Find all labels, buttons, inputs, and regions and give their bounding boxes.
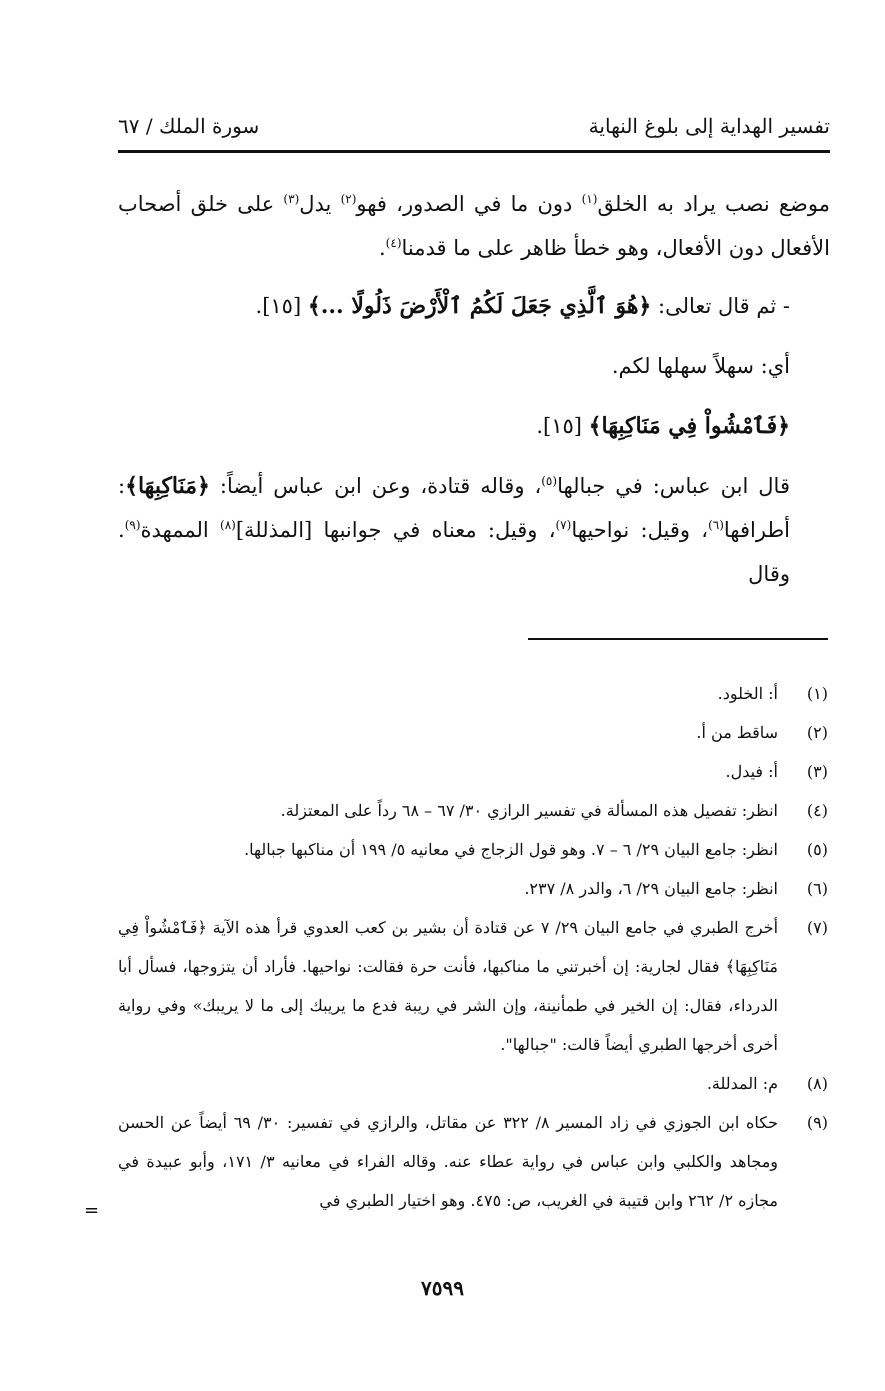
footnote-number: (٨): [806, 1074, 828, 1093]
footnote-text: م: المدللة.: [706, 1074, 778, 1093]
footnote-ref[interactable]: (٢): [340, 192, 357, 206]
text-run: ، وقيل: معناه في جوانبها [المذللة]: [235, 518, 556, 542]
footnote-ref[interactable]: (٧): [555, 518, 572, 532]
paragraph-3: أي: سهلاً سهلها لكم.: [611, 354, 790, 378]
continuation-mark: =: [84, 1200, 100, 1221]
footnote-ref[interactable]: (٦): [708, 518, 724, 532]
footnote-ref[interactable]: (١): [581, 192, 598, 206]
footnote-item: [118, 869, 830, 908]
footnote-number: (٥): [806, 840, 828, 859]
quran-verse: ﴿مَنَاكِبِهَا﴾: [125, 473, 210, 499]
text-run: دون ما في الصدور، فهو: [356, 192, 582, 216]
footnote-text: أخرج الطبري في جامع البيان ٢٩/ ٧ عن قتادة أن بشير بن كعب العدوي قرأ هذه الآية ﴿فَٱمْشُواْ فِي مَنَاكِبِهَا﴾ فقال لجارية: إن أخبرتني ما مناكبها، فأنت حرة فقالت: نواحيها. فأراد أن يتزوجها، فسأل أبا الدرداء، فقال: إن الخير في طمأنينة، وإن الشر في ريبة فدع ما يريبك إلى ما لا يريبك» وفي رواية أخرى أخرجها الطبري أيضاً قالت: "جبالها".: [118, 918, 779, 1054]
footnote-ref[interactable]: (٨): [220, 518, 236, 532]
footnote-text: انظر: جامع البيان ٢٩/ ٦، والدر ٨/ ٢٣٧.: [524, 879, 778, 898]
quran-verse: ﴿فَٱمْشُواْ فِي مَنَاكِبِهَا﴾: [588, 413, 790, 439]
footnotes: [118, 674, 830, 1220]
footnote-text: ساقط من أ.: [696, 723, 778, 742]
footnote-ref[interactable]: (٤): [385, 236, 402, 250]
paragraph-1: [118, 182, 830, 270]
footnote-item: [118, 1103, 830, 1220]
footnote-number: (٤): [806, 801, 828, 820]
header-divider: [118, 150, 830, 153]
surah-title: سورة الملك / ٦٧: [118, 114, 260, 138]
verse-reference: [١٥].: [255, 294, 308, 318]
footnote-item: [118, 713, 830, 752]
footnote-item: [118, 1064, 830, 1103]
text-run: - ثم قال تعالى:: [651, 294, 790, 318]
verse-reference: [١٥].: [536, 414, 589, 438]
footnote-text: أ: فيدل.: [725, 762, 778, 781]
text-run: .: [378, 236, 386, 260]
footnote-item: [118, 908, 830, 1064]
running-header: [118, 104, 830, 150]
text-run: قال ابن عباس: في جبالها: [557, 474, 790, 498]
book-title: تفسير الهداية إلى بلوغ النهاية: [588, 114, 830, 138]
footnote-number: (٢): [806, 723, 828, 742]
footnote-number: (١): [806, 684, 828, 703]
footnote-ref[interactable]: (٥): [541, 474, 558, 488]
footnote-number: (٦): [806, 879, 828, 898]
footnote-text: حكاه ابن الجوزي في زاد المسير ٨/ ٣٢٢ عن مقاتل، والرازي في تفسير: ٣٠/ ٦٩ أيضاً عن الحسن ومجاهد والكلبي وابن عباس في رواية عطاء عنه. وقاله الفراء في معانيه ٣/ ١٧١، وأبو عبيدة في مجازه ٢/ ٢٦٢ وابن قتيبة في الغريب، ص: ٤٧٥. وهو اختيار الطبري في: [118, 1113, 779, 1210]
footnote-ref[interactable]: (٣): [283, 192, 300, 206]
footnote-item: [118, 830, 830, 869]
page-number: ٧٥٩٩: [421, 1276, 464, 1300]
text-run: . وقال: [118, 518, 790, 586]
footnote-item: [118, 674, 830, 713]
footnote-ref[interactable]: (٩): [124, 518, 141, 532]
footnote-divider: [528, 638, 828, 640]
text-run: : أطرافها: [118, 474, 790, 542]
footnote-text: أ: الخلود.: [717, 684, 778, 703]
paragraph-5: [118, 464, 830, 596]
paragraph-4: [118, 404, 830, 448]
footnote-text: انظر: جامع البيان ٢٩/ ٦ – ٧. وهو قول الزجاج في معانيه ٥/ ١٩٩ أن مناكبها جبالها.: [244, 840, 778, 859]
text-run: على خلق أصحاب الأفعال دون الأفعال، وهو خطأ ظاهر على ما قدمنا: [118, 192, 830, 260]
text-run: ، وقيل: نواحيها: [571, 518, 709, 542]
text-run: الممهدة: [140, 518, 221, 542]
quran-verse: ﴿هُوَ ٱلَّذِي جَعَلَ لَكُمُ ٱلْأَرْضَ ذَلُولًا ...﴾: [307, 293, 652, 319]
footnote-item: [118, 752, 830, 791]
text-run: ، وقاله قتادة، وعن ابن عباس أيضاً:: [209, 474, 542, 498]
text-run: يدل: [299, 192, 341, 216]
footnote-number: (٩): [806, 1113, 828, 1132]
footnote-item: [118, 791, 830, 830]
text-run: موضع نصب يراد به الخلق: [597, 192, 830, 216]
paragraph-2: [118, 284, 830, 328]
main-text: [118, 182, 830, 596]
footnote-text: انظر: تفصيل هذه المسألة في تفسير الرازي ٣٠/ ٦٧ – ٦٨ رداً على المعتزلة.: [280, 801, 778, 820]
footnote-number: (٣): [806, 762, 828, 781]
footnote-number: (٧): [806, 918, 828, 937]
